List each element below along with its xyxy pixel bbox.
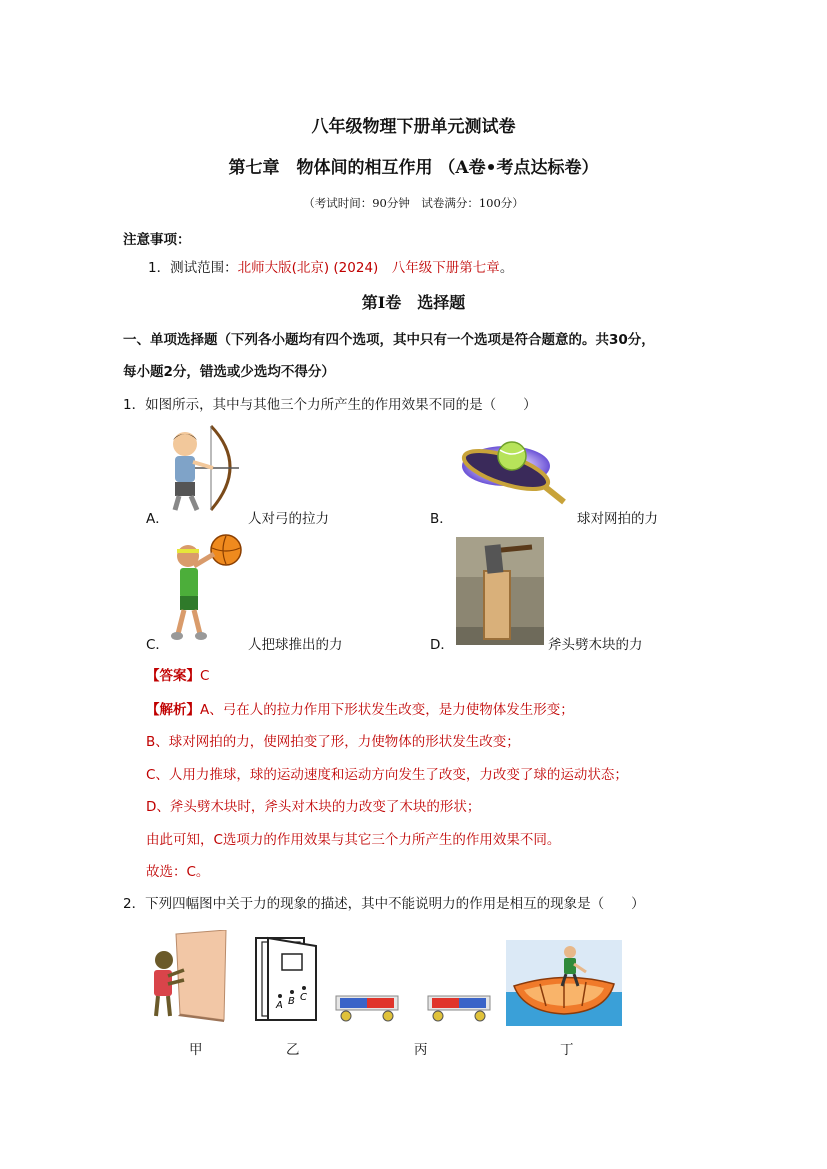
chapter-subtitle: 第七章 物体间的相互作用 （A卷•考点达标卷） [228, 158, 599, 178]
notes-item-1-prefix: 1．测试范围： [148, 260, 238, 276]
q2-label-jia: 甲 [189, 1042, 203, 1058]
q1-option-a-text: 人对弓的拉力 [248, 511, 329, 527]
notes-item-1 [148, 256, 513, 276]
exam-info: （考试时间：90分钟 试卷满分：100分） [303, 196, 524, 210]
notes-item-1-scope: 北师大版(北京) (2024) 八年级下册第七章 [237, 260, 500, 276]
q1-analysis-line-6: 故选：C。 [146, 864, 210, 880]
magnet-carts-image [332, 990, 502, 1026]
axe-wood-image [456, 537, 544, 645]
part1-instructions-line2: 每小题2分，错选或少选均不得分） [123, 364, 335, 380]
notes-heading: 注意事项： [123, 232, 191, 248]
door-letter-c: C [300, 992, 307, 1003]
page-title: 八年级物理下册单元测试卷 [311, 117, 516, 137]
q1-answer [146, 664, 209, 684]
q1-option-c-letter: C． [146, 637, 169, 653]
door-image [254, 936, 326, 1022]
q1-option-a-letter: A． [146, 511, 169, 527]
q2-label-bing: 丙 [414, 1042, 428, 1058]
q1-answer-label: 【答案】 [146, 668, 200, 684]
part1-instructions-line1: 一、单项选择题（下列各小题均有四个选项，其中只有一个选项是符合题意的。共30分， [123, 332, 655, 348]
q1-analysis-text-1: A、弓在人的拉力作用下形状发生改变，是力使物体发生形变； [200, 702, 574, 718]
q1-option-b-text: 球对网拍的力 [577, 511, 658, 527]
q1-option-d-letter: D． [430, 637, 454, 653]
q2-label-ding: 丁 [560, 1042, 574, 1058]
q1-analysis-line-1 [146, 698, 574, 718]
racket-ball-image [456, 430, 568, 514]
section-title: 第Ⅰ卷 选择题 [361, 293, 466, 312]
q2-label-yi: 乙 [286, 1042, 300, 1058]
notes-item-1-suffix: 。 [499, 260, 514, 276]
door-letter-a: A [276, 1000, 283, 1011]
q1-analysis-line-5: 由此可知，C选项力的作用效果与其它三个力所产生的作用效果不同。 [146, 832, 561, 848]
door-letter-b: B [288, 996, 295, 1007]
basketball-push-image [166, 534, 246, 644]
q1-analysis-line-3: C、人用力推球，球的运动速度和运动方向发生了改变，力改变了球的运动状态； [146, 767, 628, 783]
q1-answer-value: C [200, 668, 210, 684]
person-pushing-wall-image [150, 930, 232, 1022]
q1-option-d-text: 斧头劈木块的力 [548, 637, 643, 653]
q1-analysis-label: 【解析】 [146, 702, 200, 718]
q1-analysis-line-4: D、斧头劈木块时，斧头对木块的力改变了木块的形状； [146, 799, 481, 815]
q1-option-b-letter: B． [430, 511, 453, 527]
q1-analysis-line-2: B、球对网拍的力，使网拍变了形，力使物体的形状发生改变； [146, 734, 520, 750]
q2-stem: 2．下列四幅图中关于力的现象的描述，其中不能说明力的作用是相互的现象是（ ） [123, 896, 645, 912]
q1-option-c-text: 人把球推出的力 [248, 637, 343, 653]
archer-image [163, 422, 243, 514]
q1-stem: 1．如图所示，其中与其他三个力所产生的作用效果不同的是（ ） [123, 397, 537, 413]
boat-image [506, 940, 622, 1026]
